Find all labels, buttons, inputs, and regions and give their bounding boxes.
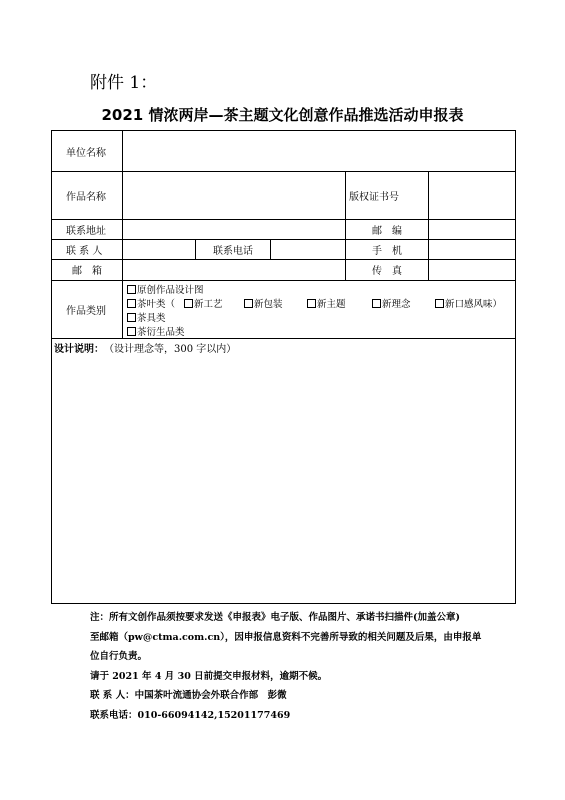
option-new-concept[interactable] — [372, 296, 411, 310]
note-line: 注：所有文创作品须按要求发送《申报表》电子版、作品图片、承诺书扫描件(加盖公章) — [90, 612, 460, 623]
option-label: 新理念 — [382, 299, 411, 310]
design-desc-hint: （设计理念等，300 字以内） — [104, 343, 237, 355]
checkbox-icon[interactable] — [127, 285, 136, 294]
notes-section — [90, 608, 520, 725]
contact-phone-field[interactable] — [271, 240, 345, 259]
design-desc-header — [54, 340, 236, 354]
deadline-line: 请于 2021 年 4 月 30 日前提交申报材料，逾期不候。 — [90, 670, 328, 682]
contact-phone-label: 联系电话 — [213, 245, 253, 257]
design-desc-field[interactable] — [53, 355, 514, 603]
contact-person-field[interactable] — [123, 240, 195, 259]
option-new-craft[interactable] — [184, 296, 223, 310]
email-label: 邮 箱 — [72, 266, 102, 277]
checkbox-icon[interactable] — [184, 299, 193, 308]
email-field[interactable] — [123, 260, 345, 280]
option-label: 新工艺 — [194, 299, 223, 310]
option-label: 新口感风味） — [445, 299, 503, 310]
option-label: 新包装 — [254, 299, 283, 310]
form-title: 2021 情浓两岸—茶主题文化创意作品推选活动申报表 — [101, 106, 464, 124]
note-line: 至邮箱（pw@ctma.com.cn），因申报信息资料不完善所导致的相关问题及后果，由申报单 — [90, 631, 482, 643]
checkbox-icon[interactable] — [127, 327, 136, 336]
col-divider — [345, 171, 346, 280]
option-new-theme[interactable] — [307, 296, 346, 310]
address-field[interactable] — [123, 220, 345, 239]
option-label: 茶具类 — [137, 313, 166, 324]
checkbox-icon[interactable] — [127, 299, 136, 308]
option-new-taste[interactable] — [435, 296, 502, 310]
mobile-field[interactable] — [429, 240, 515, 259]
option-label: 茶衍生品类 — [137, 327, 185, 338]
work-name-label: 作品名称 — [66, 191, 106, 203]
option-label: 茶叶类（ — [137, 299, 176, 310]
option-teaware[interactable] — [127, 310, 166, 324]
checkbox-icon[interactable] — [307, 299, 316, 308]
option-new-packaging[interactable] — [244, 296, 283, 310]
unit-name-label: 单位名称 — [66, 147, 106, 159]
contact-person-line: 联 系 人：中国茶叶流通协会外联合作部 彭微 — [90, 690, 287, 701]
checkbox-icon[interactable] — [244, 299, 253, 308]
checkbox-icon[interactable] — [372, 299, 381, 308]
category-label: 作品类别 — [66, 305, 106, 317]
copyright-no-field[interactable] — [429, 172, 515, 219]
option-tea-leaf[interactable] — [127, 296, 175, 310]
contact-person-label: 联 系 人 — [66, 245, 103, 257]
checkbox-icon[interactable] — [435, 299, 444, 308]
option-derivatives[interactable] — [127, 324, 185, 338]
option-label: 原创作品设计图 — [137, 285, 204, 296]
option-label: 新主题 — [317, 299, 346, 310]
postcode-label: 邮 编 — [372, 225, 402, 237]
design-desc-label: 设计说明： — [54, 343, 104, 355]
work-name-field[interactable] — [123, 172, 345, 219]
postcode-field[interactable] — [429, 220, 515, 239]
address-label: 联系地址 — [66, 225, 106, 237]
option-original-design[interactable] — [127, 282, 204, 296]
unit-name-field[interactable] — [123, 132, 515, 171]
contact-phone-line: 联系电话：010-66094142,15201177469 — [90, 709, 291, 721]
checkbox-icon[interactable] — [127, 313, 136, 322]
note-line: 位自行负责。 — [90, 651, 148, 662]
copyright-no-label: 版权证书号 — [349, 191, 399, 203]
attachment-label: 附件 1： — [90, 73, 158, 93]
fax-label: 传 真 — [372, 266, 402, 277]
fax-field[interactable] — [429, 260, 515, 280]
mobile-label: 手 机 — [372, 245, 402, 257]
application-form — [51, 130, 516, 604]
